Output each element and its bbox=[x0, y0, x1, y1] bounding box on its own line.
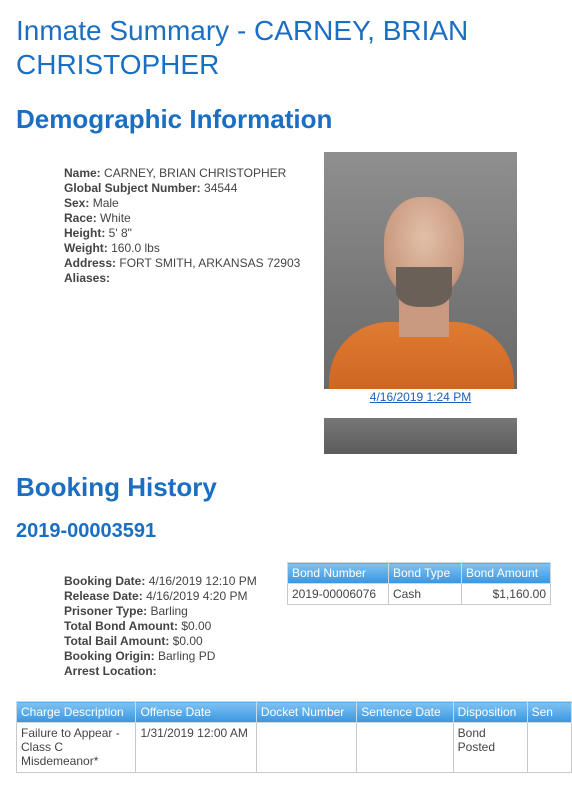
field-total-bail: Total Bail Amount: $0.00 bbox=[64, 634, 203, 648]
charges-table bbox=[16, 701, 572, 773]
charge-header-offense-date[interactable]: Offense Date bbox=[136, 702, 256, 723]
charge-header-sentence[interactable]: Sen bbox=[527, 702, 571, 723]
charge-header-disposition[interactable]: Disposition bbox=[453, 702, 527, 723]
bond-header-number[interactable]: Bond Number bbox=[288, 563, 389, 584]
field-booking-date: Booking Date: 4/16/2019 12:10 PM bbox=[64, 574, 257, 588]
bond-amount-cell: $1,160.00 bbox=[462, 584, 551, 605]
charge-header-description[interactable]: Charge Description bbox=[17, 702, 136, 723]
field-total-bond: Total Bond Amount: $0.00 bbox=[64, 619, 212, 633]
bond-type-cell: Cash bbox=[389, 584, 462, 605]
demographics-heading: Demographic Information bbox=[16, 104, 333, 134]
sentence-date-cell bbox=[357, 723, 453, 773]
photo-date-link[interactable]: 4/16/2019 1:24 PM bbox=[369, 390, 472, 404]
booking-number: 2019-00003591 bbox=[16, 520, 157, 542]
field-subject-number: Global Subject Number: 34544 bbox=[64, 181, 238, 195]
docket-cell bbox=[256, 723, 356, 773]
page-title: Inmate Summary - CARNEY, BRIAN CHRISTOPHER bbox=[16, 15, 469, 80]
charge-header-docket[interactable]: Docket Number bbox=[256, 702, 356, 723]
sentence-cell bbox=[527, 723, 571, 773]
field-prisoner-type: Prisoner Type: Barling bbox=[64, 604, 188, 618]
bond-table bbox=[287, 562, 551, 605]
bond-header-type[interactable]: Bond Type bbox=[389, 563, 462, 584]
bond-header-amount[interactable]: Bond Amount bbox=[462, 563, 551, 584]
table-row bbox=[288, 584, 551, 605]
field-arrest-location: Arrest Location: bbox=[64, 664, 157, 678]
bond-number-cell: 2019-00006076 bbox=[288, 584, 389, 605]
photo-thumbnail-strip[interactable] bbox=[324, 418, 517, 454]
demographics-info bbox=[64, 166, 300, 286]
field-aliases: Aliases: bbox=[64, 271, 111, 285]
field-sex: Sex: Male bbox=[64, 196, 119, 210]
field-name: Name: CARNEY, BRIAN CHRISTOPHER bbox=[64, 166, 287, 180]
field-release-date: Release Date: 4/16/2019 4:20 PM bbox=[64, 589, 248, 603]
booking-info bbox=[64, 574, 257, 679]
table-row bbox=[17, 723, 572, 773]
charge-header-sentence-date[interactable]: Sentence Date bbox=[357, 702, 453, 723]
mugshot-photo bbox=[324, 152, 517, 389]
field-booking-origin: Booking Origin: Barling PD bbox=[64, 649, 216, 663]
field-height: Height: 5' 8" bbox=[64, 226, 132, 240]
field-weight: Weight: 160.0 lbs bbox=[64, 241, 160, 255]
offense-date-cell: 1/31/2019 12:00 AM bbox=[136, 723, 256, 773]
charge-description-cell: Failure to Appear - Class C Misdemeanor* bbox=[17, 723, 136, 773]
booking-history-heading: Booking History bbox=[16, 472, 217, 502]
field-race: Race: White bbox=[64, 211, 131, 225]
field-address: Address: FORT SMITH, ARKANSAS 72903 bbox=[64, 256, 301, 270]
disposition-cell: Bond Posted bbox=[453, 723, 527, 773]
